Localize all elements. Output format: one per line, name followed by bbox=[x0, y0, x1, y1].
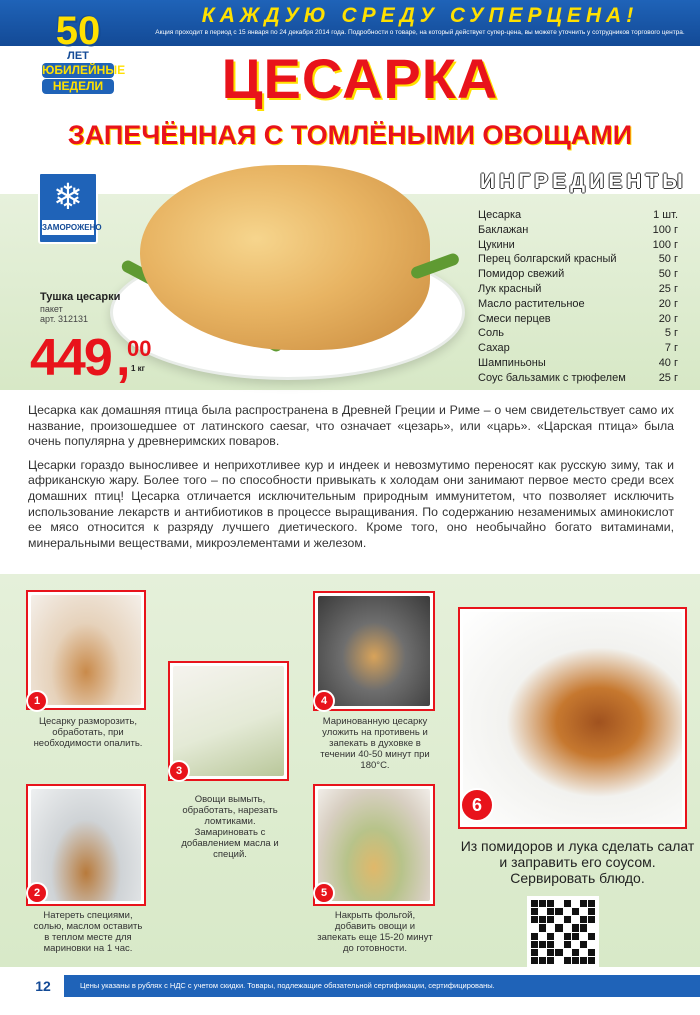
ingredient-name: Масло растительное bbox=[478, 297, 585, 310]
ingredient-name: Лук красный bbox=[478, 282, 542, 295]
qr-code[interactable] bbox=[527, 896, 599, 968]
step-caption: Натереть специями, солью, маслом оставить в теплом месте для мариновки на 1 час. bbox=[33, 910, 143, 954]
article-paragraph: Цесарка как домашняя птица была распространена в Древней Греции и Риме – о чем свидетельствует само их название, произошедшее от латинского caesar, что означает «цезарь», или «царь». «Царская птица» была очень популярна у древнеримских поваров. bbox=[28, 403, 674, 449]
ingredient-qty: 7 г bbox=[664, 342, 678, 355]
ingredients-list bbox=[478, 208, 678, 386]
price-separator: , bbox=[116, 329, 131, 387]
banner-title: КАЖДУЮ СРЕДУ СУПЕРЦЕНА! bbox=[201, 4, 639, 27]
page-subtitle: ЗАПЕЧЁННАЯ С ТОМЛЁНЫМИ ОВОЩАМИ bbox=[67, 120, 633, 150]
ingredient-name: Соус бальзамик с трюфелем bbox=[478, 371, 626, 384]
step-caption: Маринованную цесарку уложить на противень и запекать в духовке в течении 40-50 минут при 180°С. bbox=[320, 716, 430, 771]
frozen-badge bbox=[38, 172, 102, 244]
badge-number: 50 bbox=[55, 9, 101, 53]
ingredient-name: Перец болгарский красный bbox=[478, 253, 617, 266]
ingredient-row bbox=[478, 238, 678, 253]
ingredient-qty: 50 г bbox=[658, 268, 678, 281]
product-name: Тушка цесарки bbox=[40, 291, 121, 303]
ingredient-qty: 5 г bbox=[664, 327, 678, 340]
footer bbox=[22, 975, 700, 997]
anniversary-badge bbox=[36, 9, 126, 104]
ingredient-name: Цесарка bbox=[478, 209, 522, 221]
article-body bbox=[28, 403, 674, 559]
ingredient-row bbox=[478, 208, 678, 223]
step-caption: Цесарку разморозить, обработать, при необходимости опалить. bbox=[33, 716, 143, 749]
step-caption: Накрыть фольгой, добавить овощи и запекать еще 15-20 минут до готовности. bbox=[317, 910, 433, 954]
article-paragraph: Цесарки гораздо выносливее и неприхотливее кур и индеек и невозмутимо переносят как русскую зиму, так и африканскую жару. Более того – по способности привыкать к холодам они занимают первое место среди всех домашних птиц! Цесарка отличается исключительным природным иммунитетом, что позволяет исключить использование лекарств и антибиотиков в процессе выращивания. По содержанию незаменимых аминокислот ее мясо относится к разряду лучшего диетического. Кроме того, оно необычайно богато витаминами, минеральными веществами, микроэлементами и железом. bbox=[28, 457, 674, 550]
badge-jubilee-1: ЮБИЛЕЙНЫЕ bbox=[42, 63, 126, 77]
step-number: 1 bbox=[26, 690, 48, 712]
frozen-label: ЗАМОРОЖЕНО bbox=[42, 220, 94, 235]
step-number: 5 bbox=[313, 882, 335, 904]
ingredient-qty: 1 шт. bbox=[653, 209, 678, 221]
price-unit: 1 кг bbox=[131, 364, 146, 373]
step-caption: Овощи вымыть, обработать, нарезать ломтиками. Замариновать с добавлением масла и специй. bbox=[181, 794, 279, 860]
ingredient-row bbox=[478, 267, 678, 282]
ingredient-qty: 100 г bbox=[652, 238, 678, 251]
step-caption: Из помидоров и лука сделать салат и заправить его соусом. Сервировать блюдо. bbox=[460, 838, 695, 886]
step-number: 3 bbox=[168, 760, 190, 782]
step-6-photo bbox=[458, 607, 687, 829]
ingredient-name: Баклажан bbox=[478, 223, 529, 236]
snowflake-icon: ❄ bbox=[52, 176, 84, 217]
badge-label: ЛЕТ bbox=[67, 50, 89, 62]
badge-jubilee-2: НЕДЕЛИ bbox=[42, 79, 114, 94]
ingredient-qty: 40 г bbox=[658, 356, 678, 369]
ingredient-name: Смеси перцев bbox=[478, 312, 551, 325]
ingredient-row bbox=[478, 356, 678, 371]
ingredient-row bbox=[478, 252, 678, 267]
ingredients-title: ИНГРЕДИЕНТЫ bbox=[480, 170, 687, 193]
product-article: арт. 312131 bbox=[40, 314, 88, 324]
ingredient-row bbox=[478, 223, 678, 238]
step-number: 4 bbox=[313, 690, 335, 712]
ingredient-qty: 25 г bbox=[658, 282, 678, 295]
ingredient-qty: 100 г bbox=[652, 223, 678, 236]
ingredient-name: Помидор свежий bbox=[478, 268, 565, 281]
ingredient-name: Соль bbox=[478, 327, 504, 340]
price-integer: 449 bbox=[30, 329, 111, 387]
ingredient-name: Цукини bbox=[478, 238, 515, 251]
ingredient-name: Сахар bbox=[478, 342, 510, 355]
ingredient-row bbox=[478, 371, 678, 386]
ingredient-row bbox=[478, 282, 678, 297]
footer-disclaimer: Цены указаны в рублях с НДС с учетом скидки. Товары, подлежащие обязательной сертификации, сертифицированы. bbox=[80, 981, 495, 990]
ingredient-row bbox=[478, 312, 678, 327]
step-number: 2 bbox=[26, 882, 48, 904]
step-number: 6 bbox=[460, 788, 494, 822]
ingredient-qty: 20 г bbox=[658, 297, 678, 310]
page-number: 12 bbox=[22, 975, 64, 997]
ingredient-row bbox=[478, 326, 678, 341]
ingredient-row bbox=[478, 297, 678, 312]
ingredient-row bbox=[478, 341, 678, 356]
banner-note: Акция проходит в период с 15 января по 24 декабря 2014 года. Подробности о товаре, на который действует супер-цена, вы можете уточнить у сотрудников торгового центра. bbox=[155, 29, 685, 36]
price-decimal: 00 bbox=[127, 336, 152, 361]
ingredient-qty: 50 г bbox=[658, 253, 678, 266]
page-title: ЦЕСАРКА bbox=[221, 47, 499, 110]
ingredient-qty: 20 г bbox=[658, 312, 678, 325]
ingredient-qty: 25 г bbox=[658, 371, 678, 384]
product-pack: пакет bbox=[40, 304, 63, 314]
ingredient-name: Шампиньоны bbox=[478, 356, 546, 369]
